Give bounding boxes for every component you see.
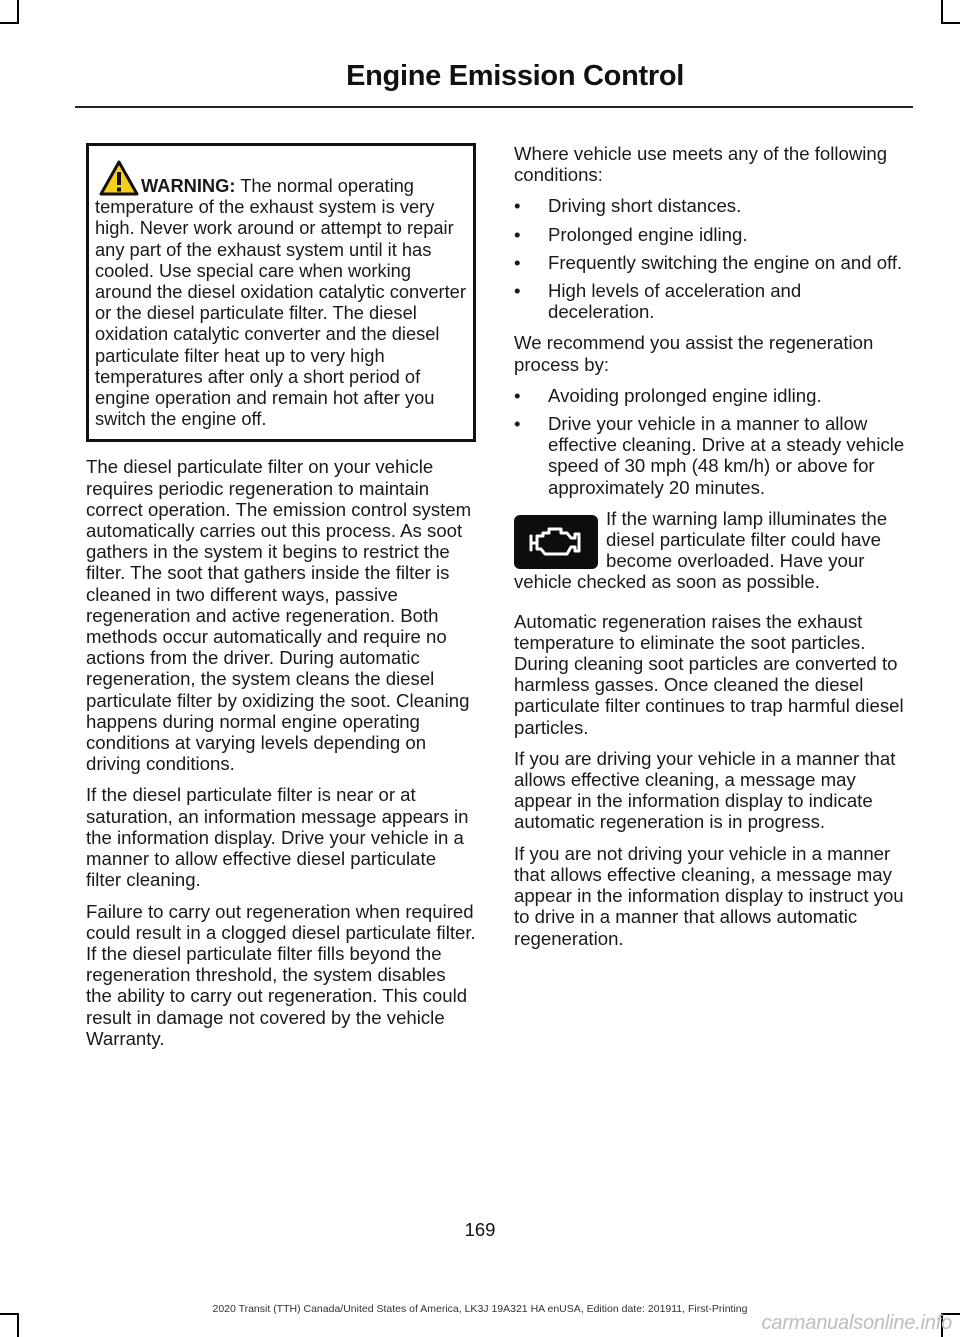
warning-box <box>86 143 476 442</box>
paragraph: If you are not driving your vehicle in a manner that allows effective cleaning, a message may appear in the information display to instruct you to drive in a manner that allows automatic regeneration. <box>514 842 904 949</box>
bullet: • <box>514 251 521 273</box>
list-item-text: Driving short distances. <box>548 195 742 217</box>
paragraph: If the diesel particulate filter is near or at saturation, an information message appears in the information display. Drive your vehicle in a manner to allow effective diesel particulate filter cleaning. <box>86 784 469 891</box>
crop-mark <box>0 22 19 24</box>
warning-lamp-block <box>514 508 910 593</box>
bullet: • <box>514 280 521 302</box>
bullet: • <box>514 223 521 245</box>
right-column <box>514 143 910 959</box>
bullet: • <box>514 195 521 217</box>
paragraph: The diesel particulate filter on your vehicle requires periodic regeneration to maintain correct operation. The emission control system automatically carries out this process. As soot gathers in the system it begins to restrict the filter. The soot that gathers inside the filter is cleaned in two different ways, passive regeneration and active regeneration. Both methods occur automatically and require no actions from the driver. During automatic regeneration, the system cleans the diesel particulate filter by oxidizing the soot. Cleaning happens during normal engine operating conditions at varying levels depending on driving conditions. <box>86 456 472 775</box>
watermark: carmanualsonline.info <box>761 1312 952 1334</box>
edition-footer: 2020 Transit (TTH) Canada/United States of America, LK3J 19A321 HA enUSA, Edition date: 201911, First-Printing <box>212 1303 748 1315</box>
paragraph: Failure to carry out regeneration when required could result in a clogged diesel particulate filter. If the diesel particulate filter fills beyond the regeneration threshold, the system disables the ability to carry out regeneration. This could result in damage not covered by the vehicle Warranty. <box>86 900 476 1049</box>
list-item <box>514 280 910 322</box>
page-number: 169 <box>464 1219 496 1240</box>
list-item <box>514 224 910 245</box>
list-item <box>514 195 910 216</box>
list-item <box>514 252 910 273</box>
warning-label: WARNING: <box>141 175 236 196</box>
list-item <box>514 413 910 498</box>
conditions-list <box>514 195 910 322</box>
list-item-text: Avoiding prolonged engine idling. <box>548 384 822 406</box>
lamp-text: If the warning lamp illuminates the diesel particulate filter could have become overloaded. Have your vehicle checked as soon as possible. <box>514 507 888 593</box>
list-item <box>514 385 910 406</box>
list-item-text: Drive your vehicle in a manner to allow effective cleaning. Drive at a steady vehicle speed of 30 mph (48 km/h) or above for approximately 20 minutes. <box>548 413 905 498</box>
bullet: • <box>514 413 521 435</box>
paragraph: If you are driving your vehicle in a manner that allows effective cleaning, a message may appear in the information display to indicate automatic regeneration is in progress. <box>514 747 896 833</box>
warning-text: The normal operating temperature of the exhaust system is very high. Never work around or attempt to repair any part of the exhaust system until it has cooled. Use special care when working around the diesel oxidation catalytic converter or the diesel particulate filter. The diesel oxidation catalytic converter and the diesel particulate filter heat up to very high temperatures after only a short period of engine operation and remain hot after you switch the engine off. <box>95 175 466 430</box>
recommendations-list <box>514 385 910 498</box>
warning-triangle-icon <box>99 160 139 196</box>
crop-mark <box>17 0 19 24</box>
paragraph: Automatic regeneration raises the exhaust temperature to eliminate the soot particles. During cleaning soot particles are converted to harmless gasses. Once cleaned the diesel particulate filter continues to trap harmful diesel particles. <box>514 610 904 738</box>
crop-mark <box>941 22 960 24</box>
list-item-text: High levels of acceleration and deceleration. <box>548 280 802 323</box>
page-title: Engine Emission Control <box>346 60 684 92</box>
list-item-text: Frequently switching the engine on and off. <box>548 251 903 273</box>
left-column <box>86 143 476 1059</box>
crop-mark <box>17 1313 19 1337</box>
crop-mark <box>941 0 943 24</box>
list-item-text: Prolonged engine idling. <box>548 223 748 245</box>
conditions-intro: Where vehicle use meets any of the following conditions: <box>514 143 888 186</box>
header-divider <box>75 106 913 108</box>
recommend-intro: We recommend you assist the regeneration process by: <box>514 332 874 375</box>
bullet: • <box>514 384 521 406</box>
check-engine-icon <box>514 515 598 569</box>
